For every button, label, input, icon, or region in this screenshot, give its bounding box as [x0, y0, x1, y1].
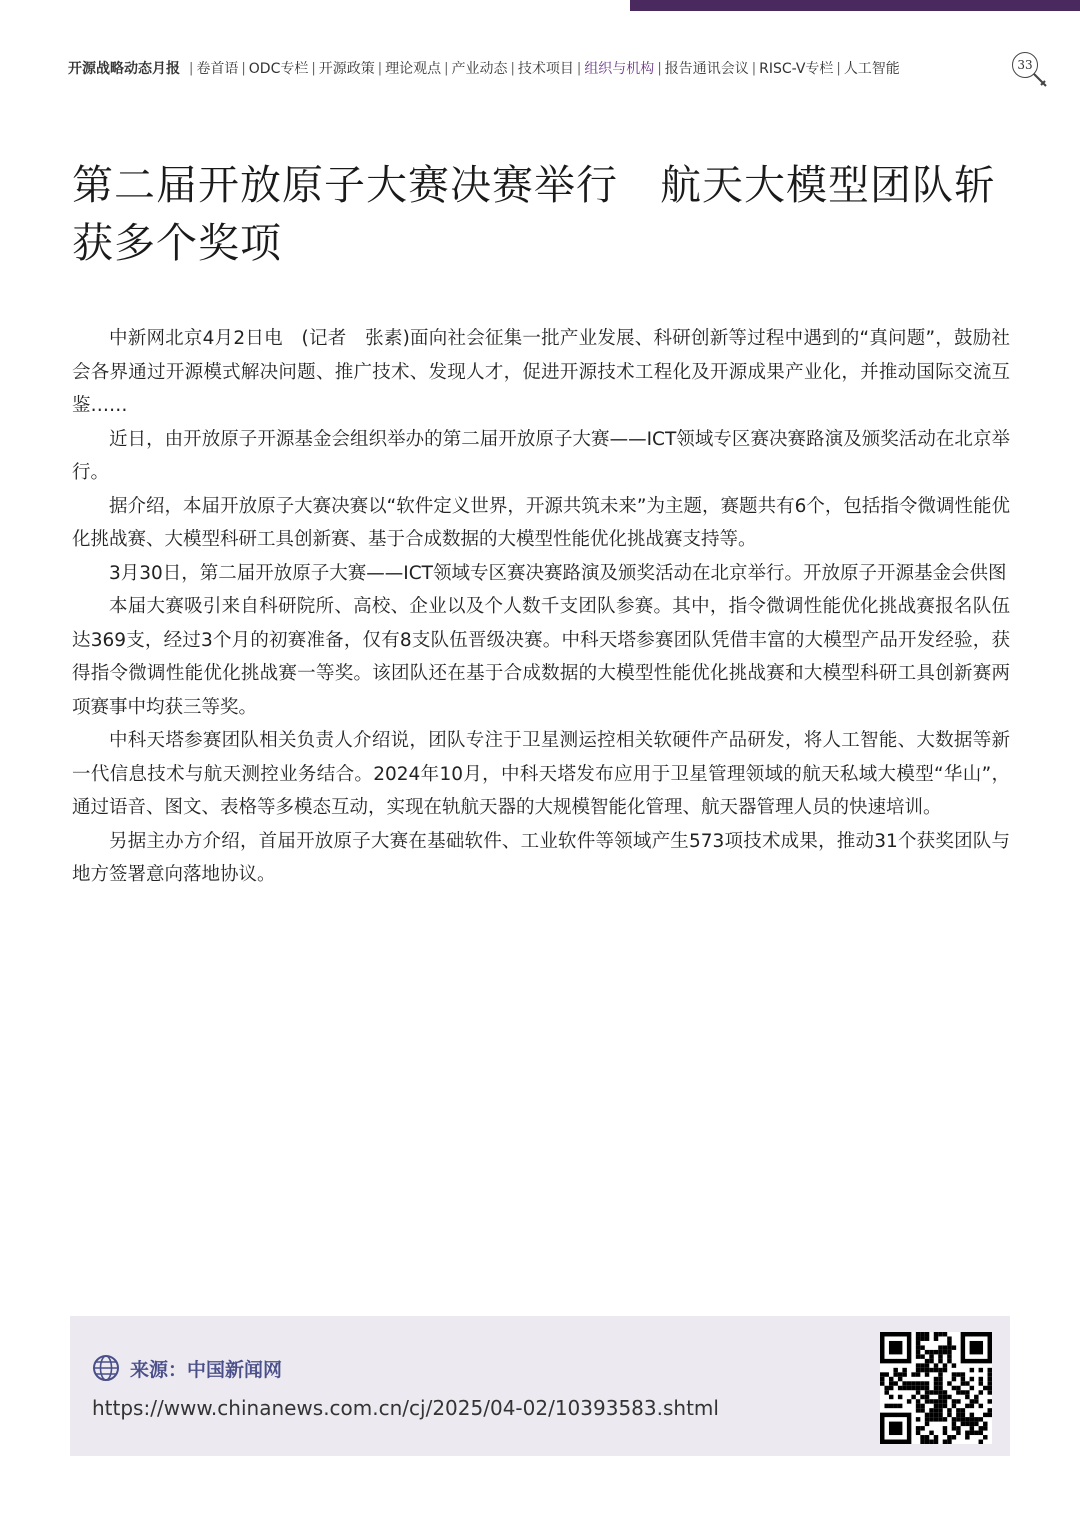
- nav-separator: |: [377, 60, 383, 76]
- nav-separator: |: [751, 60, 757, 76]
- article-paragraph: 另据主办方介绍，首届开放原子大赛在基础软件、工业软件等领域产生573项技术成果，推动31个获奖团队与地方签署意向落地协议。: [72, 830, 1010, 885]
- article-paragraph: 3月30日，第二届开放原子大赛——ICT领域专区赛决赛路演及颁奖活动在北京举行。开放原子开源基金会供图: [109, 562, 1007, 584]
- nav-separator: |: [189, 60, 194, 76]
- globe-icon: [92, 1354, 120, 1382]
- nav-separator: |: [241, 60, 246, 76]
- article-paragraph: 本届大赛吸引来自科研院所、高校、企业以及个人数千支团队参赛。其中，指令微调性能优化挑战赛报名队伍达369支，经过3个月的初赛准备，仅有8支队伍晋级决赛。中科天塔参赛团队凭借丰富的大模型产品开发经验，获得指令微调性能优化挑战赛一等奖。该团队还在基于合成数据的大模型性能优化挑战赛和大模型科研工具创新赛两项赛事中均获三等奖。: [72, 596, 1010, 718]
- nav-item-reports[interactable]: 报告通讯会议: [664, 61, 749, 77]
- article-title: 第二届开放原子大赛决赛举行 航天大模型团队斩获多个奖项: [72, 161, 996, 267]
- nav-separator: |: [311, 60, 316, 76]
- article-paragraph: 据介绍，本届开放原子大赛决赛以“软件定义世界，开源共筑未来”为主题，赛题共有6个，包括指令微调性能优化挑战赛、大模型科研工具创新赛、基于合成数据的大模型性能优化挑战赛支持等。: [72, 495, 1010, 550]
- nav-item-riscv[interactable]: RISC-V专栏: [759, 61, 834, 77]
- page-number: 33: [1012, 52, 1038, 78]
- nav-item-theory[interactable]: 理论观点: [385, 61, 442, 77]
- nav-item-odc[interactable]: ODC专栏: [248, 61, 309, 77]
- article-paragraph: 近日，由开放原子开源基金会组织举办的第二届开放原子大赛——ICT领域专区赛决赛路演及颁奖活动在北京举行。: [72, 428, 1010, 483]
- nav-item-intro[interactable]: 卷首语: [196, 61, 239, 77]
- magnifier-icon: [1012, 52, 1052, 92]
- nav-separator: |: [444, 60, 449, 76]
- nav-separator: |: [510, 60, 515, 76]
- top-nav: [68, 57, 900, 79]
- nav-item-ai[interactable]: 人工智能: [843, 61, 900, 77]
- source-label: 来源：中国新闻网: [130, 1358, 283, 1381]
- source-line: [92, 1354, 282, 1382]
- nav-separator: |: [836, 60, 841, 76]
- nav-separator: |: [576, 60, 582, 76]
- article-paragraph: 中新网北京4月2日电 (记者 张素)面向社会征集一批产业发展、科研创新等过程中遇到的“真问题”，鼓励社会各界通过开源模式解决问题、推广技术、发现人才，促进开源技术工程化及开源成果产业化，并推动国际交流互鉴……: [72, 328, 1010, 416]
- nav-item-industry[interactable]: 产业动态: [451, 61, 508, 77]
- article-paragraph: 中科天塔参赛团队相关负责人介绍说，团队专注于卫星测运控相关软硬件产品研发，将人工智能、大数据等新一代信息技术与航天测控业务结合。2024年10月，中科天塔发布应用于卫星管理领域的航天私域大模型“华山”，通过语音、图文、表格等多模态互动，实现在轨航天器的大规模智能化管理、航天器管理人员的快速培训。: [72, 730, 1010, 818]
- article-body: [72, 322, 1010, 892]
- qr-code-icon[interactable]: [880, 1332, 992, 1444]
- brand-title: 开源战略动态月报: [68, 61, 180, 77]
- nav-item-organizations[interactable]: 组织与机构: [584, 61, 655, 77]
- page-number-badge: [1012, 52, 1052, 92]
- nav-separator: |: [657, 60, 662, 76]
- nav-item-tech[interactable]: 技术项目: [517, 61, 574, 77]
- source-box: [70, 1316, 1010, 1456]
- nav-item-policy[interactable]: 开源政策: [318, 61, 375, 77]
- header-accent-bar: [630, 0, 1080, 11]
- source-url[interactable]: https://www.chinanews.com.cn/cj/2025/04-02/10393583.shtml: [92, 1396, 719, 1420]
